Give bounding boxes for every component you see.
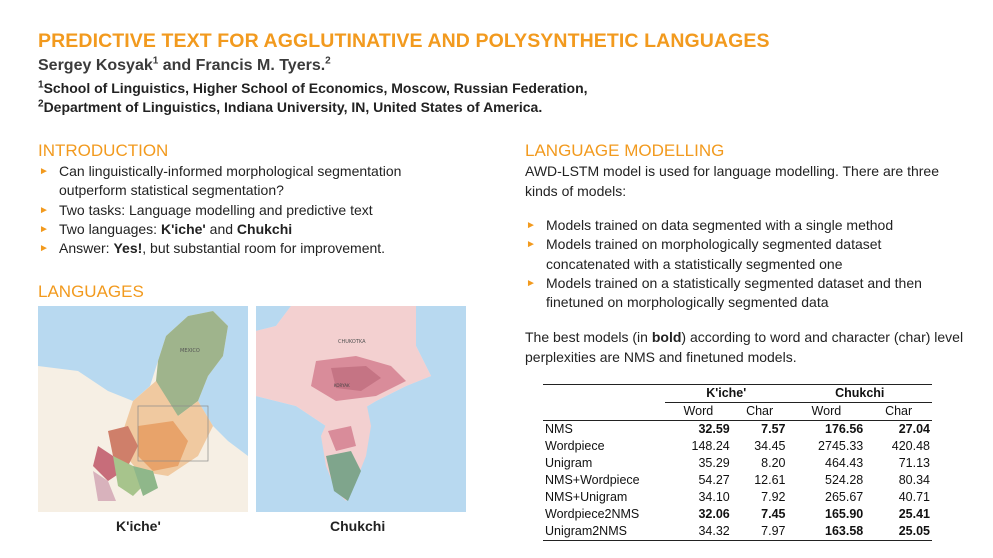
- table-cell-value: 7.45: [761, 507, 786, 521]
- bullet-arrow-icon: ►: [39, 223, 49, 235]
- bullet-arrow-icon: ►: [526, 277, 536, 289]
- kiche-map: [38, 306, 248, 512]
- table-cell-value: 12.61: [754, 473, 786, 487]
- list-item: ► Models trained on data segmented with a single method: [525, 216, 965, 235]
- table-row: [543, 489, 932, 506]
- introduction-list: [38, 162, 458, 258]
- table-cell-value: 524.28: [825, 473, 864, 487]
- table-cell-model: Unigram2NMS: [543, 523, 665, 541]
- table-header: Word: [788, 403, 866, 421]
- list-item: ► Two languages: K'iche' and Chukchi: [38, 220, 458, 239]
- table-row: [543, 506, 932, 523]
- list-item: ► Can linguistically-informed morphological segmentation outperform statistical segmentation?: [39, 163, 402, 199]
- table-cell-value: 34.32: [665, 523, 732, 541]
- table-cell-value: 34.10: [698, 490, 730, 504]
- table-row: [543, 438, 932, 455]
- bullet-arrow-icon: ►: [39, 204, 49, 216]
- table-cell-value: 8.20: [761, 456, 786, 470]
- table-cell-model: NMS: [545, 422, 573, 436]
- table-cell-value: 25.05: [865, 523, 932, 541]
- table-cell-value: 80.34: [898, 473, 930, 487]
- bullet-arrow-icon: ►: [39, 166, 49, 177]
- chukchi-map-caption: Chukchi: [330, 518, 386, 534]
- results-table: [543, 384, 932, 541]
- table-cell-value: 35.29: [698, 456, 730, 470]
- table-group-chukchi: Chukchi: [788, 385, 933, 403]
- table-cell-value: 54.27: [698, 473, 730, 487]
- table-cell-value: 27.04: [898, 422, 930, 436]
- list-item: ► Two tasks: Language modelling and predictive text: [38, 201, 458, 220]
- list-item: ► Models trained on morphologically segmented dataset concatenated with a statistically segmented one: [526, 236, 882, 272]
- list-item: ► Models trained on a statistically segmented dataset and then finetuned on morphologically segmented data: [526, 274, 922, 311]
- modelling-list: [525, 216, 965, 312]
- table-row: [543, 472, 932, 489]
- bullet-arrow-icon: ►: [526, 239, 536, 251]
- table-header: Char: [732, 403, 788, 421]
- table-cell-value: 32.06: [698, 507, 730, 521]
- table-cell-model: Wordpiece2NMS: [545, 507, 640, 521]
- table-group-kiche: K'iche': [665, 385, 788, 403]
- table-cell-value: 7.92: [761, 490, 786, 504]
- introduction-heading: INTRODUCTION: [38, 141, 169, 160]
- map-label: MEXICO: [180, 348, 200, 354]
- table-cell-value: 2745.33: [818, 439, 864, 453]
- table-cell-model: NMS+Unigram: [545, 490, 628, 504]
- table-cell-value: 7.97: [732, 523, 788, 541]
- table-cell-value: 420.48: [891, 439, 930, 453]
- bullet-arrow-icon: ►: [526, 220, 536, 231]
- table-cell-value: 163.58: [788, 523, 866, 541]
- map-label: KORYAK: [334, 383, 350, 388]
- affiliation-2: $^2$Department of Linguistics, Indiana University, IN, United States of America.: [38, 98, 543, 115]
- table-row: [543, 455, 932, 472]
- modelling-intro: AWD-LSTM model is used for language modelling. There are three kinds of models:: [525, 163, 939, 199]
- table-cell-value: 7.57: [761, 422, 786, 436]
- table-row: [543, 523, 932, 541]
- map-label: CHUKOTKA: [338, 339, 366, 345]
- list-item: ► Answer: Yes!, but substantial room for improvement.: [38, 239, 458, 258]
- chukchi-map: [256, 306, 466, 512]
- table-cell-value: 71.13: [898, 456, 930, 470]
- languages-heading: LANGUAGES: [38, 282, 144, 301]
- authors: Sergey Kosyak$^1$ and Francis M. Tyers.$^2$: [38, 55, 331, 74]
- table-cell-value: 176.56: [825, 422, 864, 436]
- table-header: Char: [865, 403, 932, 421]
- affiliation-1: $^1$School of Linguistics, Higher School of Economics, Moscow, Russian Federation,: [38, 79, 588, 96]
- table-cell-value: 265.67: [825, 490, 864, 504]
- table-cell-value: 32.59: [698, 422, 730, 436]
- table-cell-value: 40.71: [898, 490, 930, 504]
- bullet-arrow-icon: ►: [39, 243, 49, 255]
- table-cell-value: 25.41: [898, 507, 930, 521]
- table-header: Word: [665, 403, 732, 421]
- table-cell-value: 148.24: [691, 439, 730, 453]
- table-cell-model: Wordpiece: [545, 439, 605, 453]
- language-modelling-heading: LANGUAGE MODELLING: [525, 141, 725, 160]
- table-cell-value: 464.43: [825, 456, 864, 470]
- table-cell-value: 34.45: [754, 439, 786, 453]
- table-cell-model: NMS+Wordpiece: [545, 473, 640, 487]
- table-row: [543, 421, 932, 439]
- table-cell-value: 165.90: [825, 507, 864, 521]
- kiche-map-caption: K'iche': [116, 518, 161, 534]
- best-models-text: The best models (in bold) according to word and character (char) level perplexities are NMS and finetuned models.: [525, 329, 964, 365]
- poster-title: PREDICTIVE TEXT FOR AGGLUTINATIVE AND POLYSYNTHETIC LANGUAGES: [38, 30, 770, 52]
- table-cell-model: Unigram: [545, 456, 593, 470]
